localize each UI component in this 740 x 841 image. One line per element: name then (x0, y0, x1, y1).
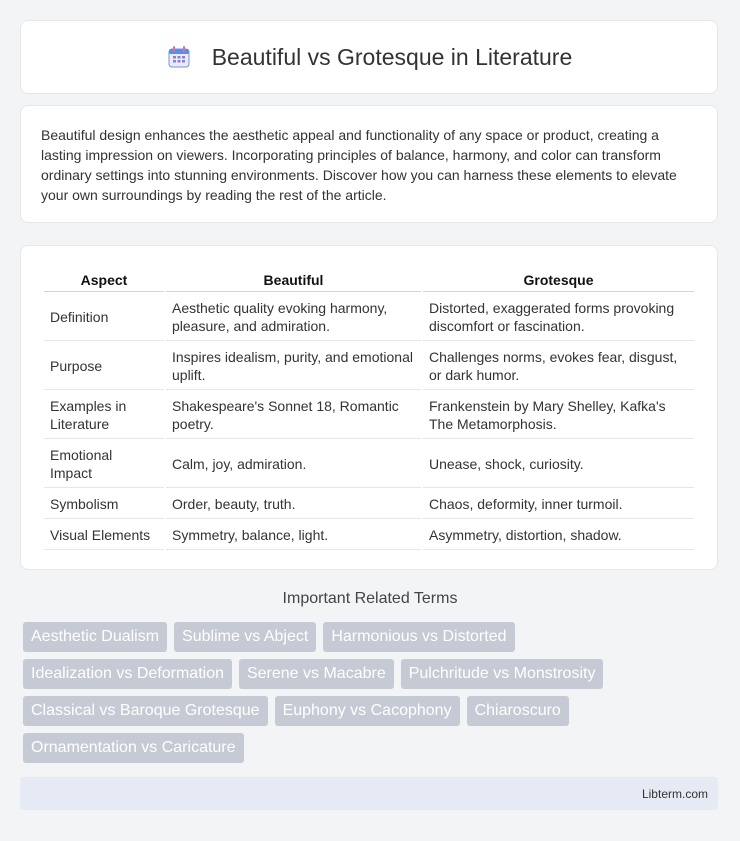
related-term-tag[interactable]: Aesthetic Dualism (23, 622, 167, 652)
table-cell: Purpose (44, 343, 164, 390)
footer-site-link[interactable]: Libterm.com (641, 786, 708, 801)
related-term-tag[interactable]: Euphony vs Cacophony (275, 696, 460, 726)
table-row (44, 490, 694, 519)
column-header-beautiful: Beautiful (166, 268, 421, 292)
table-cell: Definition (44, 294, 164, 341)
table-cell: Distorted, exaggerated forms provoking discomfort or fascination. (423, 294, 694, 341)
table-cell: Order, beauty, truth. (166, 490, 421, 519)
related-term-tag[interactable]: Idealization vs Deformation (23, 659, 232, 689)
header (166, 44, 573, 71)
table-row (44, 294, 694, 341)
related-term-tag[interactable]: Harmonious vs Distorted (323, 622, 514, 652)
table-cell: Asymmetry, distortion, shadow. (423, 521, 694, 550)
header-card (20, 20, 718, 94)
comparison-table (42, 266, 696, 552)
table-cell: Chaos, deformity, inner turmoil. (423, 490, 694, 519)
table-cell: Visual Elements (44, 521, 164, 550)
comparison-table-card (20, 245, 718, 570)
column-header-grotesque: Grotesque (423, 268, 694, 292)
table-header-row (44, 268, 694, 292)
related-term-tag[interactable]: Sublime vs Abject (174, 622, 316, 652)
intro-paragraph: Beautiful design enhances the aesthetic appeal and functionality of any space or product, creating a lasting impression on viewers. Incorporating principles of balance, harmony, and color can transform ordinary settings into stunning environments. Discover how you can harness these elements to elevate your own surroundings by reading the rest of the article. (41, 127, 677, 203)
table-cell: Frankenstein by Mary Shelley, Kafka's The Metamorphosis. (423, 392, 694, 439)
table-row (44, 343, 694, 390)
intro-card (20, 105, 718, 223)
column-header-aspect: Aspect (44, 268, 164, 292)
footer (20, 777, 718, 810)
table-cell: Calm, joy, admiration. (166, 441, 421, 488)
table-row (44, 521, 694, 550)
table-cell: Examples in Literature (44, 392, 164, 439)
related-term-tag[interactable]: Chiaroscuro (467, 696, 569, 726)
table-cell: Symmetry, balance, light. (166, 521, 421, 550)
related-term-tag[interactable]: Serene vs Macabre (239, 659, 394, 689)
related-terms-heading: Important Related Terms (282, 590, 458, 607)
table-cell: Aesthetic quality evoking harmony, pleasure, and admiration. (166, 294, 421, 341)
page-title: Beautiful vs Grotesque in Literature (211, 43, 573, 70)
related-term-tag[interactable]: Pulchritude vs Monstrosity (401, 659, 604, 689)
related-terms-list (23, 622, 723, 770)
calendar-icon (166, 44, 192, 70)
table-cell: Emotional Impact (44, 441, 164, 488)
table-row (44, 441, 694, 488)
related-term-tag[interactable]: Classical vs Baroque Grotesque (23, 696, 268, 726)
table-cell: Unease, shock, curiosity. (423, 441, 694, 488)
table-cell: Inspires idealism, purity, and emotional uplift. (166, 343, 421, 390)
table-cell: Shakespeare's Sonnet 18, Romantic poetry. (166, 392, 421, 439)
related-term-tag[interactable]: Ornamentation vs Caricature (23, 733, 244, 763)
table-cell: Symbolism (44, 490, 164, 519)
table-cell: Challenges norms, evokes fear, disgust, or dark humor. (423, 343, 694, 390)
table-row (44, 392, 694, 439)
